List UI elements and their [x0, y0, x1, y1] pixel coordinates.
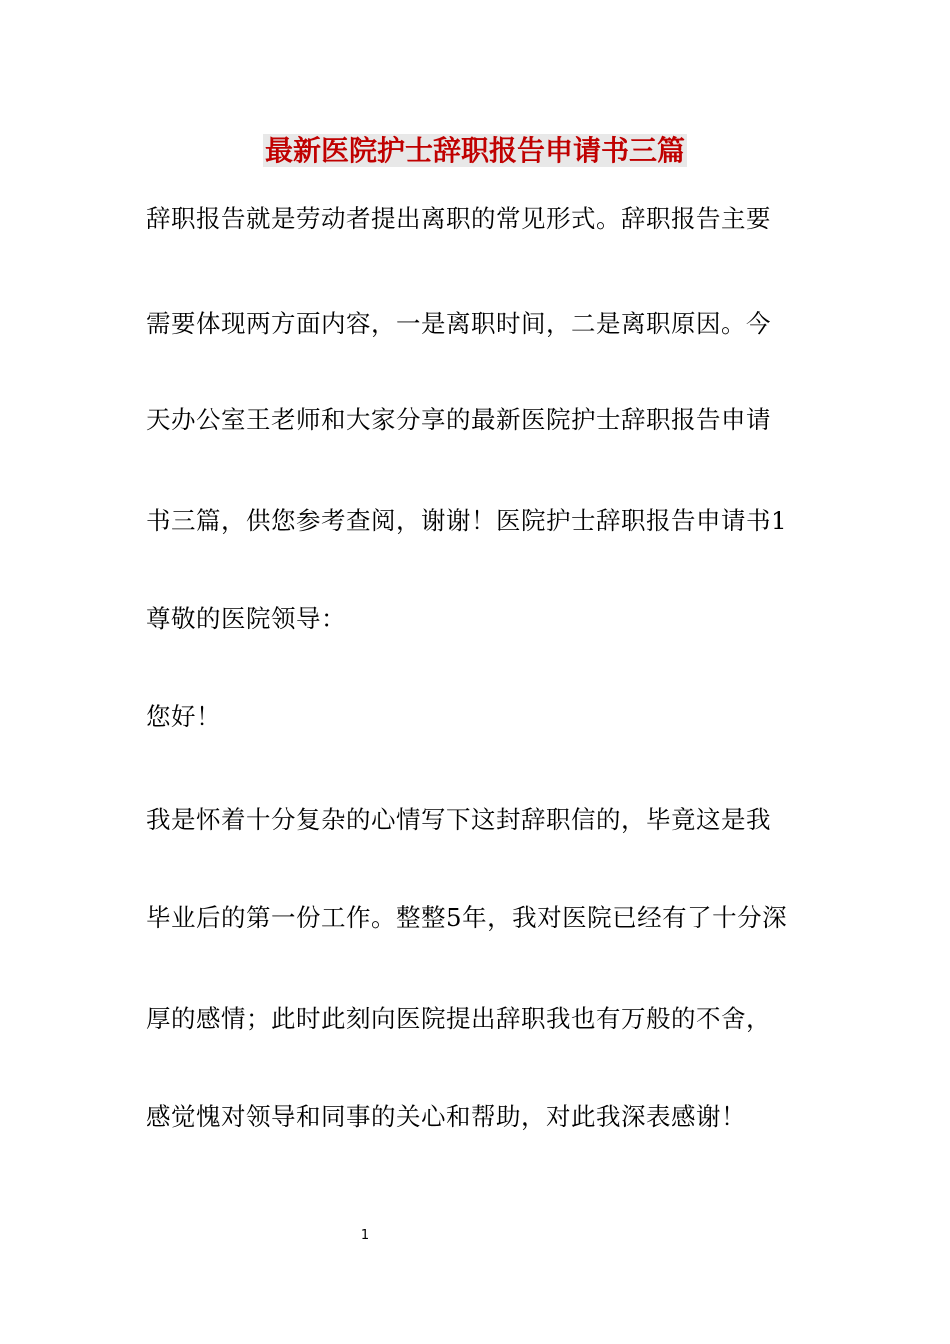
document-title: 最新医院护士辞职报告申请书三篇	[264, 134, 685, 167]
body-line-10: 感觉愧对领导和同事的关心和帮助，对此我深表感谢！	[146, 1102, 746, 1131]
greeting: 您好！	[146, 702, 221, 731]
body-line-2: 需要体现两方面内容，一是离职时间，二是离职原因。今	[146, 309, 771, 338]
body-line-3: 天办公室王老师和大家分享的最新医院护士辞职报告申请	[146, 405, 771, 434]
body-line-8: 毕业后的第一份工作。整整5年，我对医院已经有了十分深	[146, 903, 788, 932]
page-number: 1	[360, 1228, 370, 1243]
body-line-1: 辞职报告就是劳动者提出离职的常见形式。辞职报告主要	[146, 204, 771, 233]
document-title-block	[0, 133, 950, 169]
salutation: 尊敬的医院领导：	[146, 604, 346, 633]
body-line-9: 厚的感情；此时此刻向医院提出辞职我也有万般的不舍，	[146, 1004, 771, 1033]
body-line-7: 我是怀着十分复杂的心情写下这封辞职信的，毕竟这是我	[146, 805, 771, 834]
body-line-4: 书三篇，供您参考查阅，谢谢！医院护士辞职报告申请书1	[146, 506, 788, 535]
